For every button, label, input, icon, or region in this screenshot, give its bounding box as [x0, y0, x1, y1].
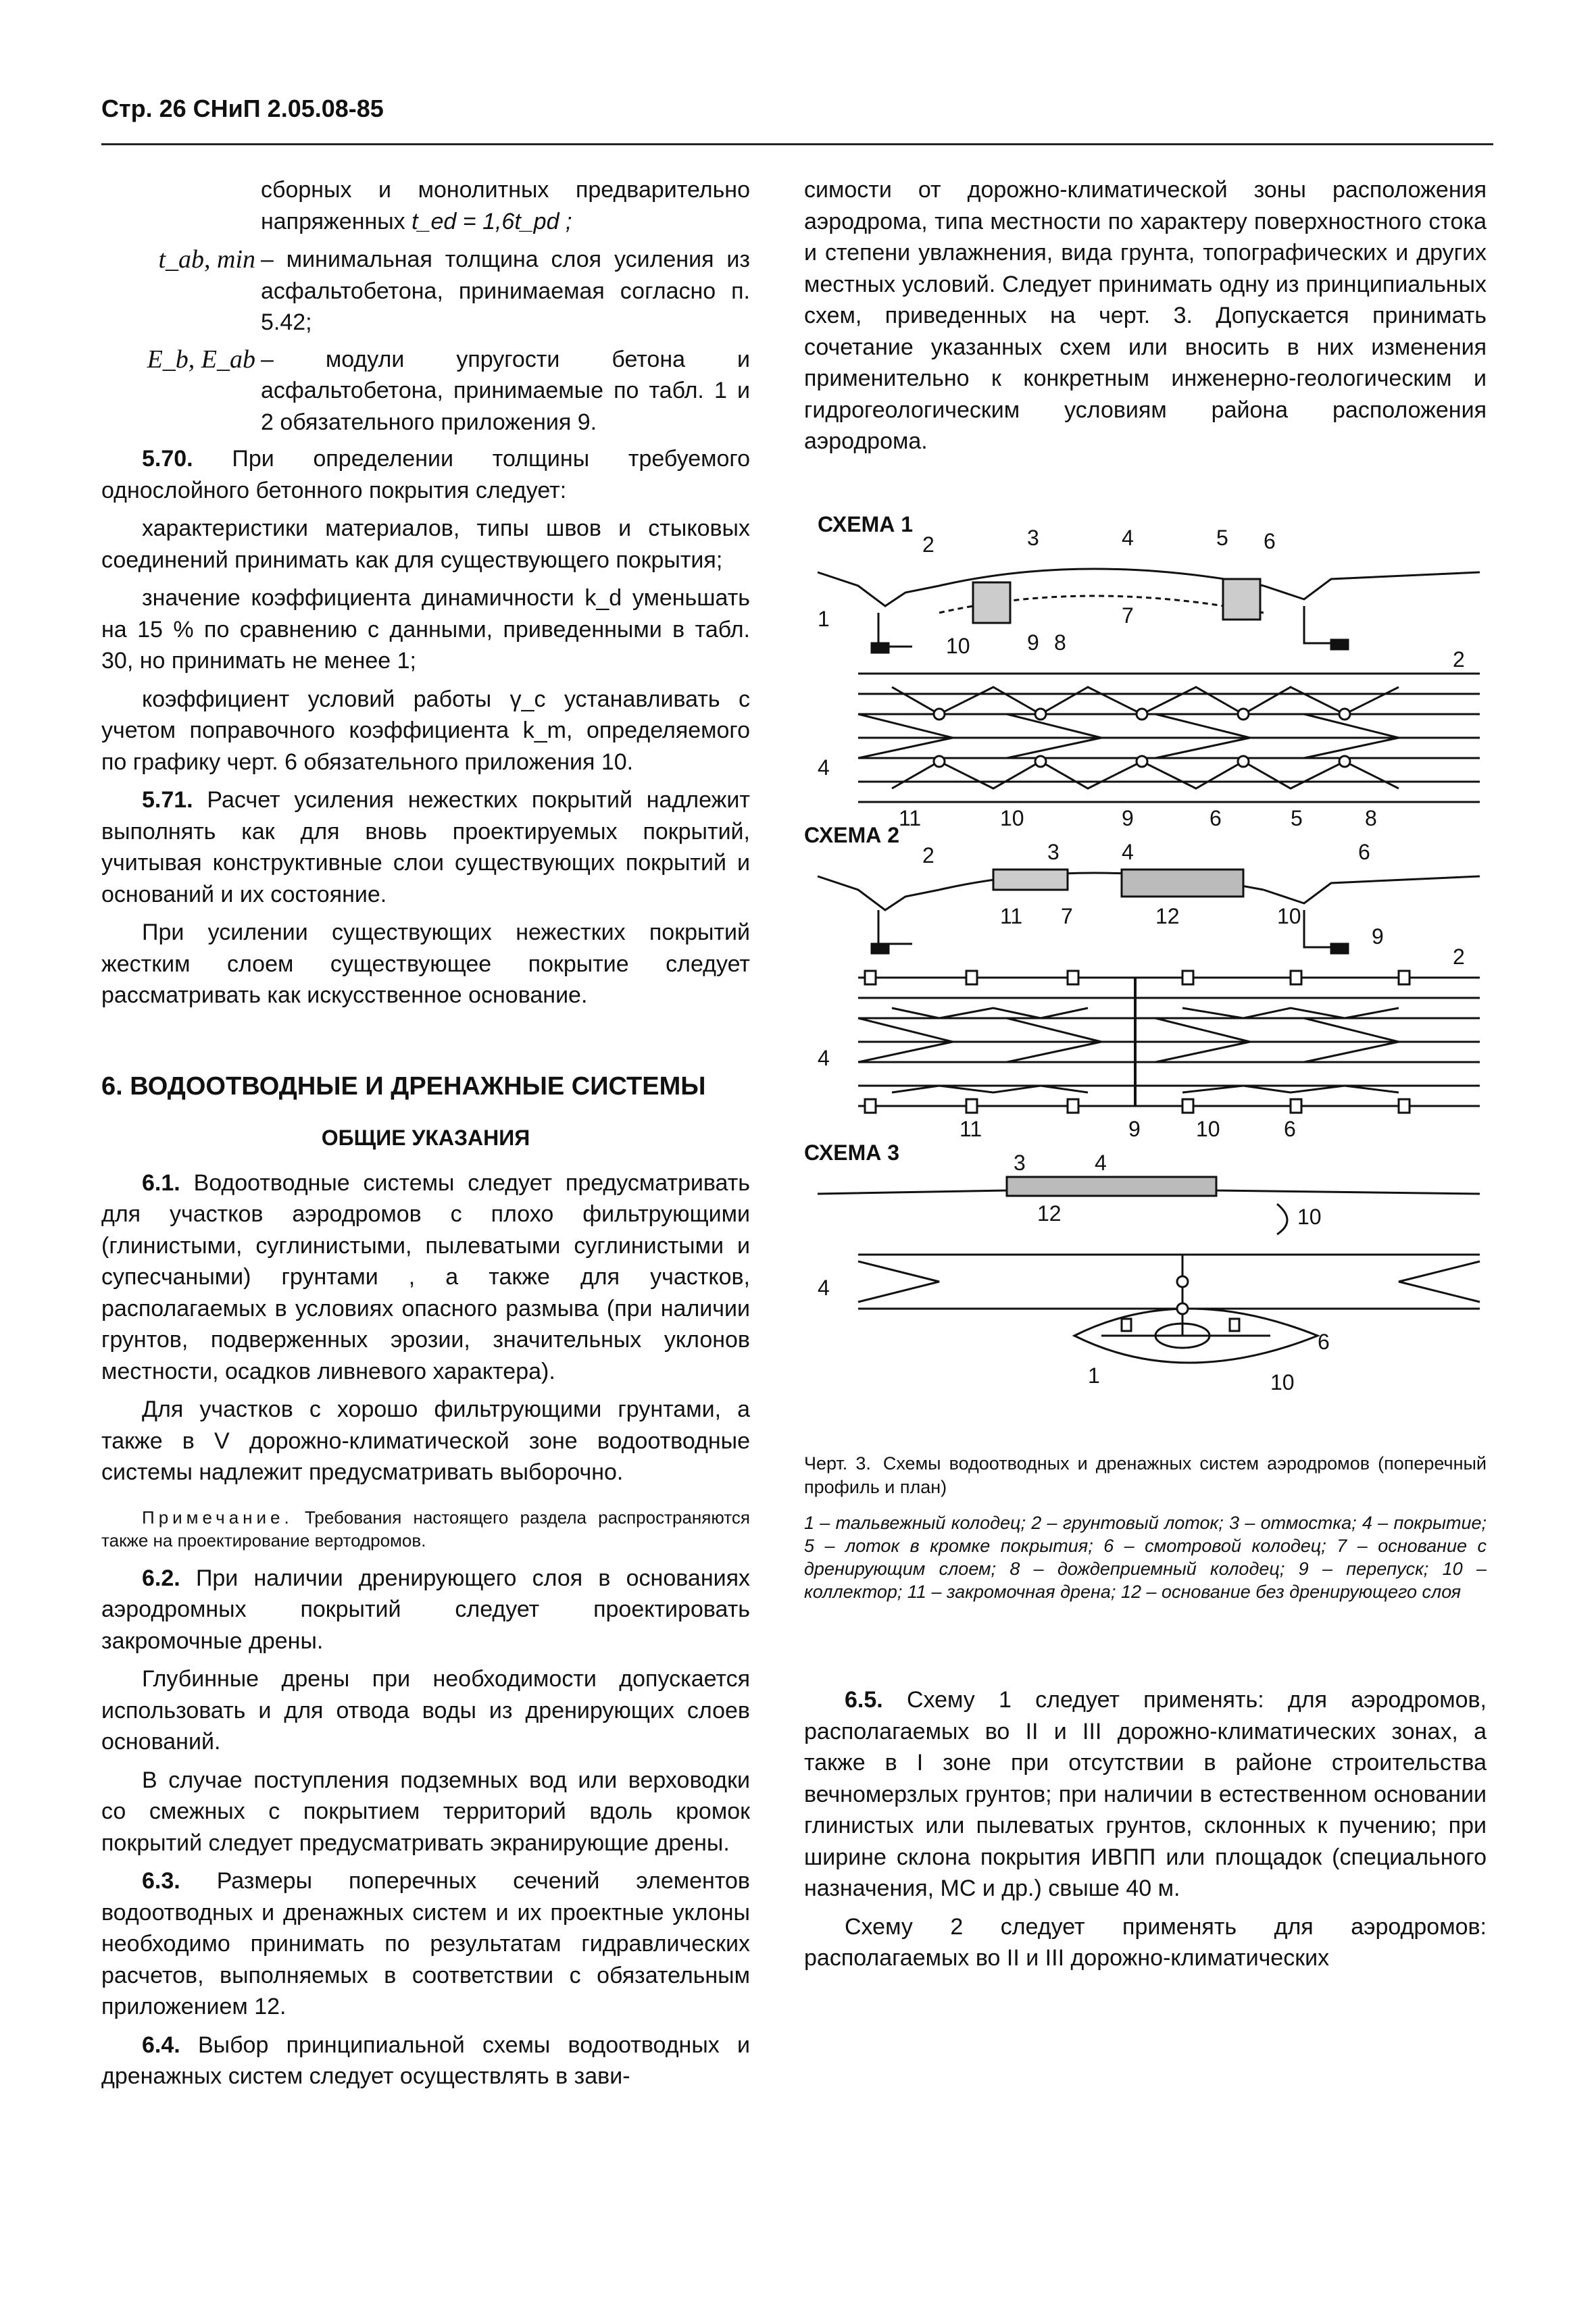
paragraph: значение коэффициента динамичности k_d уменьшать на 15 % по сравнению с данными, приведенными в табл. 30, но принимать не менее 1;	[101, 585, 750, 674]
callout-number: 9	[1027, 630, 1039, 655]
paragraph-6-5	[804, 1684, 1487, 1905]
callout-number: 3	[1027, 525, 1039, 550]
page-header: Стр. 26 СНиП 2.05.08-85	[101, 95, 384, 122]
clause-text: Расчет усиления нежестких покрытий надлежит выполнять как для вновь проектируемых покрытий, учитывая конструктивные слои существующих покрытий и оснований и их состояние.	[101, 787, 750, 907]
paragraph: Схему 2 следует применять для аэродромов: располагаемых во II и III дорожно-климатических	[804, 1913, 1487, 1971]
right-column	[804, 174, 1487, 1981]
paragraph: В случае поступления подземных вод или верховодки со смежных с покрытием территорий вдоль кромок покрытий следует предусматривать экранирующие дрены.	[101, 1767, 750, 1856]
callout-number: 8	[1365, 805, 1377, 830]
clause-number: 5.70.	[142, 446, 193, 472]
callout-number: 10	[946, 633, 970, 658]
callout-number: 2	[1453, 647, 1465, 672]
callout-number: 9	[1128, 1116, 1141, 1141]
callout-number: 9	[1122, 805, 1134, 830]
callout-number: 4	[818, 1045, 830, 1070]
clause-text: Схему 1 следует применять: для аэродромов, располагаемых во II и III дорожно-климатических зонах, а также в I зоне при отсутствии в районе строительства вечномерзлых грунтов; при наличии в естественном основании глинистых или пылеватых грунтов, склонных к пучению; при ширине склона покрытия ИВПП или площадок (специального назначения, МС и др.) свыше 40 м.	[804, 1687, 1487, 1901]
callout-number: 4	[1122, 525, 1134, 550]
callout-number: 5	[1216, 525, 1228, 550]
note-label: Примечание.	[142, 1507, 293, 1528]
callout-number: 5	[1291, 805, 1303, 830]
callout-number: 6	[1318, 1329, 1330, 1354]
caption-label: Черт. 3.	[804, 1453, 871, 1474]
clause-number: 6.5.	[845, 1687, 883, 1713]
callout-number: 8	[1054, 630, 1066, 655]
callout-number: 1	[1088, 1363, 1100, 1388]
clause-number: 5.71.	[142, 787, 193, 813]
continuation-text	[101, 174, 750, 237]
paragraph-6-4	[101, 2030, 750, 2092]
continuation-line: сборных и монолитных предварительно напряженных	[261, 177, 750, 234]
callout-number: 4	[818, 755, 830, 780]
paragraph-6-3	[101, 1865, 750, 2023]
figure-3	[804, 505, 1487, 1604]
callout-number: 2	[1453, 944, 1465, 969]
callout-number: 4	[1122, 839, 1134, 864]
drainage-schemes-diagram	[804, 505, 1487, 1424]
paragraph: Глубинные дрены при необходимости допускается использовать и для отвода воды из дренирующих слоев оснований.	[101, 1666, 750, 1755]
definition-term: t_ab, min	[158, 245, 255, 274]
note-text: Требования настоящего раздела распространяются также на проектирование вертодромов.	[101, 1507, 750, 1551]
callout-number: 4	[1095, 1150, 1107, 1175]
clause-text: Водоотводные системы следует предусматривать для участков аэродромов с плохо фильтрующими (глинистыми, суглинистыми, пылеватыми суглинистыми и супесчаными) грунтами , а также для участков, располагаемых в условиях опасного размыва (при наличии грунтов, подверженных эрозии, значительных уклонов местности, осадков ливневого характера).	[101, 1169, 750, 1384]
paragraph-6-1	[101, 1167, 750, 1388]
callout-number: 10	[1196, 1116, 1220, 1141]
callout-number: 6	[1284, 1116, 1296, 1141]
callout-number: 11	[899, 805, 922, 830]
definition-tab-min	[101, 244, 750, 338]
callout-number: 2	[922, 532, 934, 557]
callout-number: 12	[1155, 903, 1180, 928]
callout-number: 10	[1000, 805, 1024, 830]
callout-number: 4	[818, 1275, 830, 1300]
paragraph-6-2	[101, 1563, 750, 1657]
callout-number: 12	[1037, 1201, 1062, 1226]
clause-number: 6.4.	[142, 2032, 180, 2058]
callout-number: 10	[1297, 1204, 1322, 1229]
callout-number: 3	[1014, 1150, 1026, 1175]
diagram-callouts	[818, 526, 1465, 1394]
scheme-1-profile	[818, 569, 1480, 653]
scheme-3-label: СХЕМА 3	[804, 1140, 900, 1165]
definition-desc: – минимальная толщина слоя усиления из асфальтобетона, принимаемая согласно п. 5.42;	[261, 247, 750, 335]
callout-number: 2	[922, 842, 934, 867]
callout-number: 7	[1061, 903, 1073, 928]
clause-text: При наличии дренирующего слоя в основаниях аэродромных покрытий следует проектировать закромочные дрены.	[101, 1565, 750, 1654]
callout-number: 6	[1358, 839, 1370, 864]
left-column	[101, 174, 750, 2099]
section-title: 6. ВОДООТВОДНЫЕ И ДРЕНАЖНЫЕ СИСТЕМЫ	[101, 1072, 706, 1101]
scheme-3-profile	[818, 1177, 1480, 1234]
header-rule	[101, 143, 1493, 145]
clause-number: 6.3.	[142, 1868, 180, 1894]
caption-text: Схемы водоотводных и дренажных систем аэродромов (поперечный профиль и план)	[804, 1453, 1487, 1497]
definition-desc: – модули упругости бетона и асфальтобетона, принимаемые по табл. 1 и 2 обязательного приложения 9.	[261, 346, 750, 435]
definition-eb-eab	[101, 344, 750, 438]
scheme-3-plan	[858, 1255, 1480, 1363]
scheme-2-label: СХЕМА 2	[804, 822, 900, 847]
paragraph: При усилении существующих нежестких покрытий жестким слоем существующее покрытие следует рассматривать как искусственное основание.	[101, 920, 750, 1008]
callout-number: 6	[1264, 528, 1276, 553]
clause-number: 6.1.	[142, 1169, 180, 1196]
callout-number: 10	[1270, 1369, 1295, 1394]
callout-number: 3	[1047, 839, 1059, 864]
formula-ted: t_ed = 1,6t_pd ;	[412, 208, 572, 234]
scheme-1-label: СХЕМА 1	[818, 511, 914, 536]
figure-caption	[804, 1452, 1487, 1499]
clause-number: 6.2.	[142, 1565, 180, 1591]
clause-text: Размеры поперечных сечений элементов водоотводных и дренажных систем и их проектные уклоны необходимо принимать по результатам гидравлических расчетов, выполняемых в соответствии с обязательным приложением 12.	[101, 1868, 750, 2019]
paragraph-6-4-continued: симости от дорожно-климатической зоны расположения аэродрома, типа местности по характеру поверхностного стока и степени увлажнения, вида грунта, топографических и других местных условий. Следует принимать одну из принципиальных схем, приведенных на черт. 3. Допускается принимать сочетание указанных схем или вносить в них изменения применительно к конкретным инженерно-геологическим и гидрогеологическим условиям района расположения аэродрома.	[804, 177, 1487, 454]
callout-number: 7	[1122, 603, 1134, 628]
subsection-title: ОБЩИЕ УКАЗАНИЯ	[321, 1126, 530, 1150]
callout-number: 9	[1372, 924, 1384, 949]
figure-legend: 1 – тальвежный колодец; 2 – грунтовый лоток; 3 – отмостка; 4 – покрытие; 5 – лоток в кромке покрытия; 6 – смотровой колодец; 7 – основание с дренирующим слоем; 8 – дождеприемный колодец; 9 – перепуск; 10 – коллектор; 11 – закромочная дрена; 12 – основание без дренирующего слоя	[804, 1513, 1487, 1602]
paragraph: характеристики материалов, типы швов и стыковых соединений принимать как для существующего покрытия;	[101, 515, 750, 573]
paragraph-5-71	[101, 784, 750, 910]
paragraph: коэффициент условий работы γ_c устанавливать с учетом поправочного коэффициента k_m, определяемого по графику черт. 6 обязательного приложения 10.	[101, 686, 750, 775]
clause-text: Выбор принципиальной схемы водоотводных и дренажных систем следует осуществлять в зави-	[101, 2032, 750, 2089]
callout-number: 11	[1000, 903, 1023, 928]
scheme-1-plan	[858, 674, 1480, 802]
clause-text: При определении толщины требуемого однослойного бетонного покрытия следует:	[101, 446, 750, 503]
scheme-2-plan	[858, 971, 1480, 1113]
paragraph-5-70	[101, 443, 750, 506]
paragraph: Для участков с хорошо фильтрующими грунтами, а также в V дорожно-климатической зоне водоотводные системы надлежит предусматривать выборочно.	[101, 1397, 750, 1485]
callout-number: 1	[818, 606, 830, 631]
note	[101, 1506, 750, 1552]
callout-number: 10	[1277, 903, 1301, 928]
callout-number: 6	[1210, 805, 1222, 830]
callout-number: 11	[959, 1116, 982, 1141]
definition-term: E_b, E_ab	[147, 345, 255, 374]
